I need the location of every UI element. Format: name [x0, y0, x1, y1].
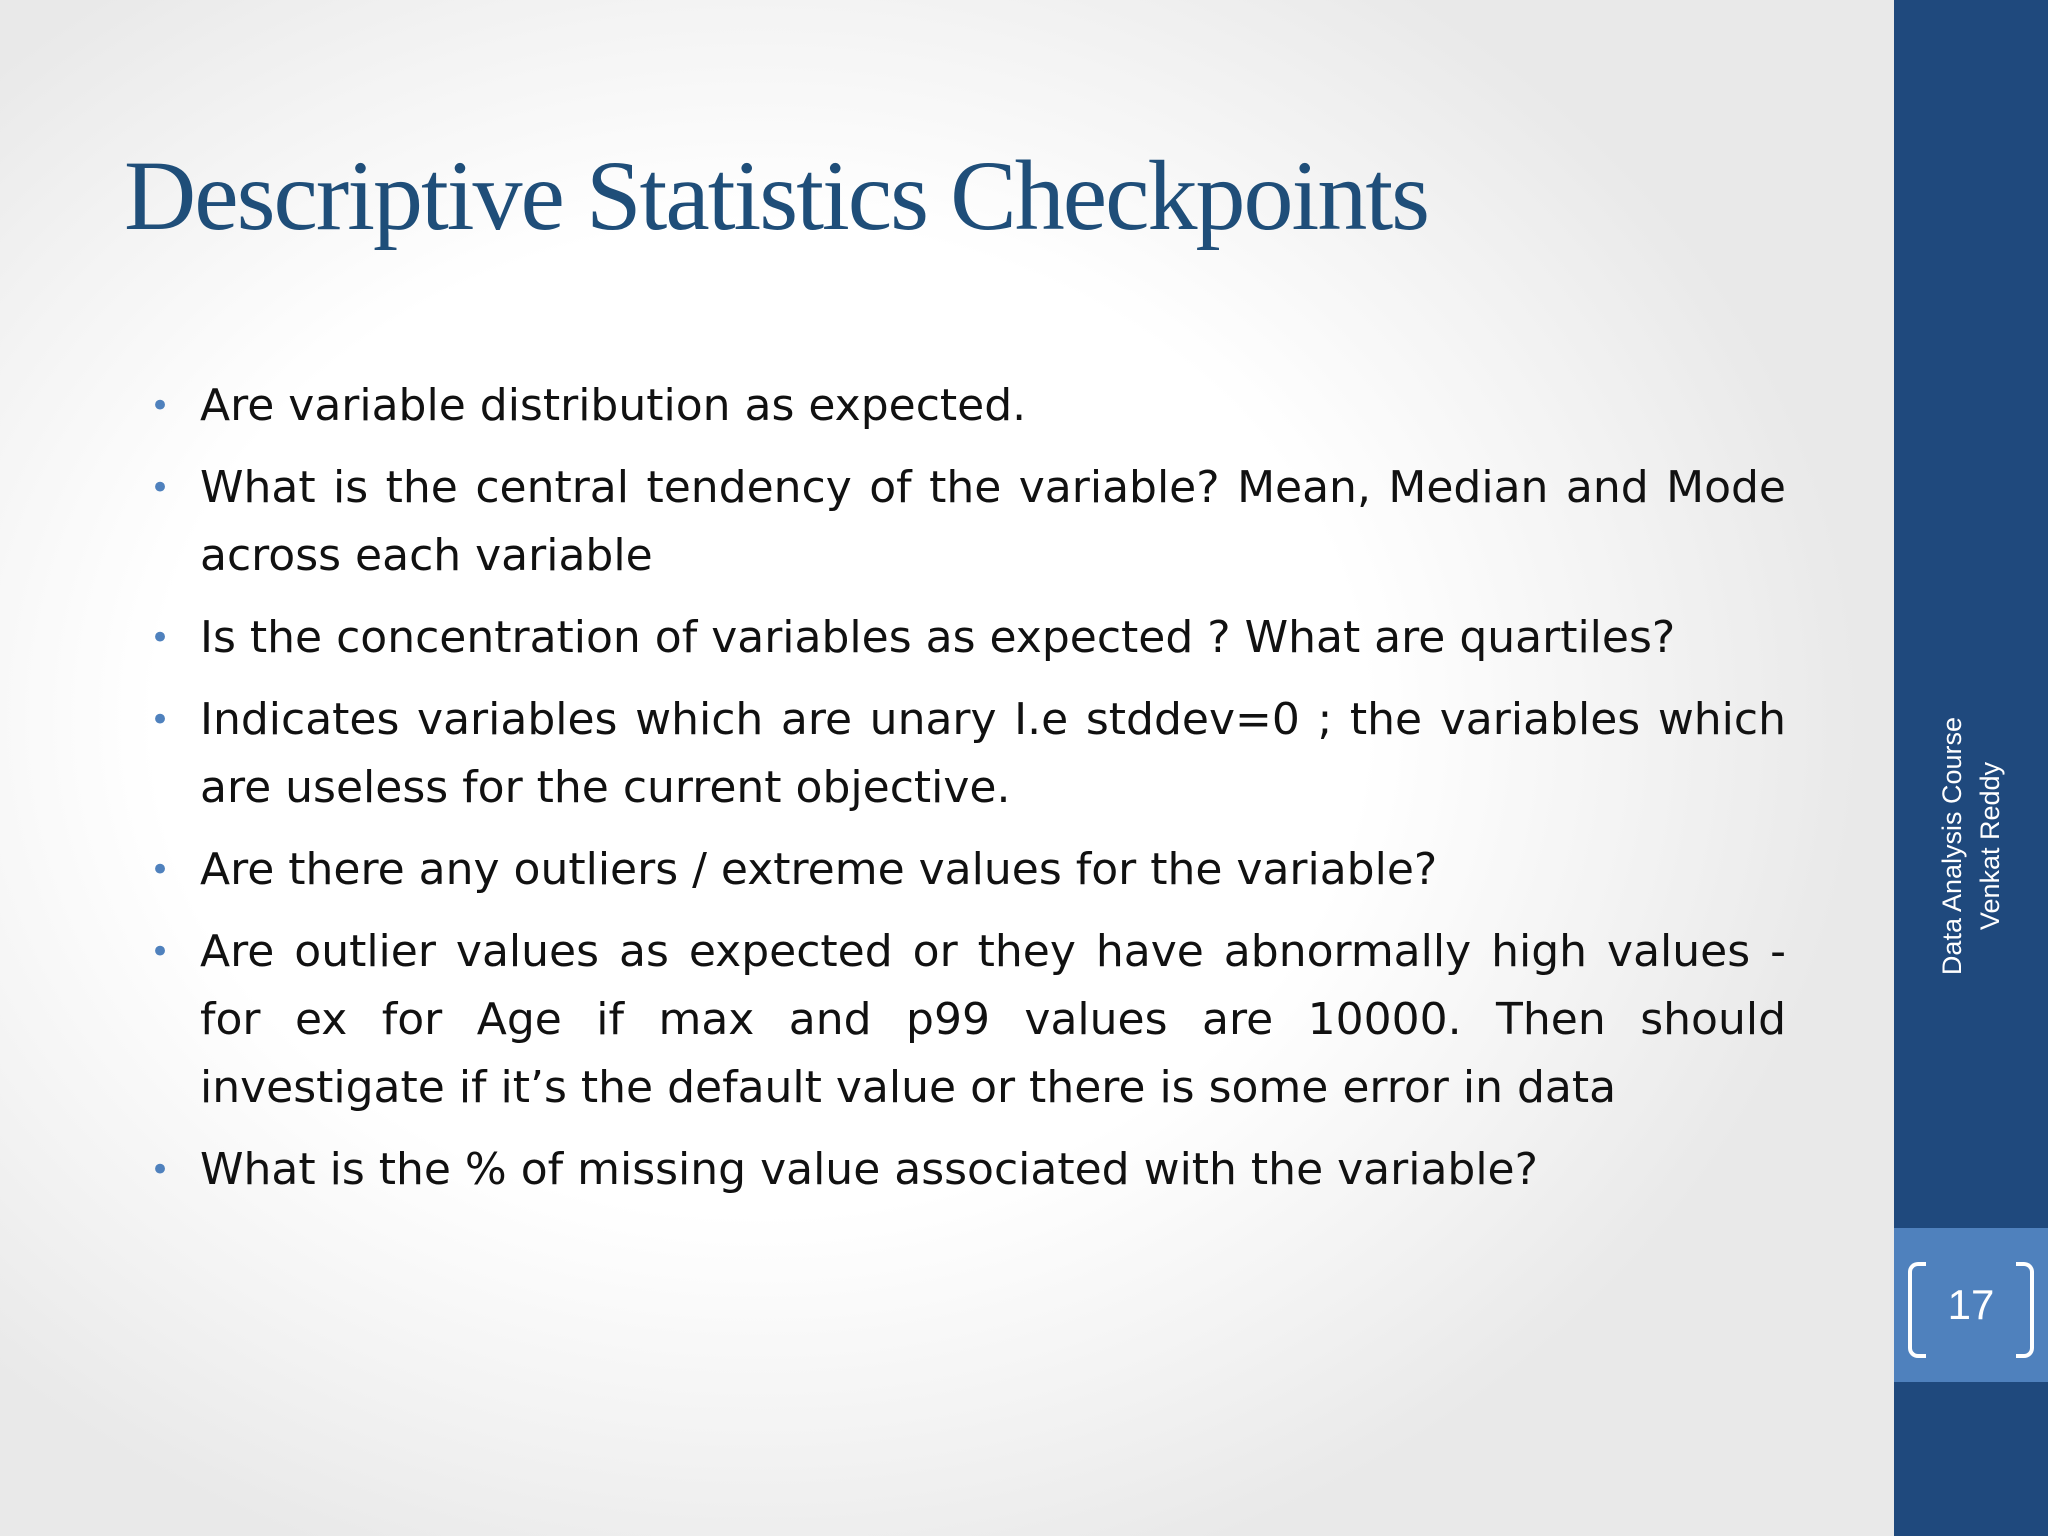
bullet-item [150, 372, 1786, 440]
bullet-marker: • [150, 386, 171, 426]
author-name: Venkat Reddy [1975, 761, 2005, 931]
bullet-text: Are variable distribution as expected. [200, 380, 1027, 431]
bullet-list [150, 372, 1786, 1218]
bullet-marker: • [150, 468, 171, 508]
bullet-item [150, 918, 1786, 1122]
bullet-text: Indicates variables which are unary I.e stddev=0 ; the variables which are useless for the current objective. [200, 694, 1786, 813]
sidebar-caption [1933, 717, 2009, 975]
bullet-marker: • [150, 850, 171, 890]
bullet-item [150, 604, 1786, 672]
bullet-marker: • [150, 1150, 171, 1190]
bullet-item [150, 454, 1786, 590]
bullet-text: What is the % of missing value associated with the variable? [200, 1144, 1538, 1195]
bullet-marker: • [150, 932, 171, 972]
bullet-item [150, 1136, 1786, 1204]
bullet-text: Is the concentration of variables as expected ? What are quartiles? [200, 612, 1676, 663]
bullet-text: What is the central tendency of the variable? Mean, Median and Mode across each variable [200, 462, 1786, 581]
bullet-item [150, 836, 1786, 904]
bullet-item [150, 686, 1786, 822]
bullet-text: Are outlier values as expected or they have abnormally high values - for ex for Age if max and p99 values are 10000. Then should investigate if it’s the default value or there is some error in data [200, 926, 1786, 1113]
bullet-marker: • [150, 700, 171, 740]
course-name: Data Analysis Course [1937, 716, 1967, 976]
bullet-text: Are there any outliers / extreme values for the variable? [200, 844, 1438, 895]
slide-title: Descriptive Statistics Checkpoints [124, 140, 1429, 251]
page-number: 17 [1947, 1281, 1995, 1328]
page-number-box [1894, 1228, 2048, 1382]
sidebar [1894, 0, 2048, 1536]
bullet-marker: • [150, 618, 171, 658]
